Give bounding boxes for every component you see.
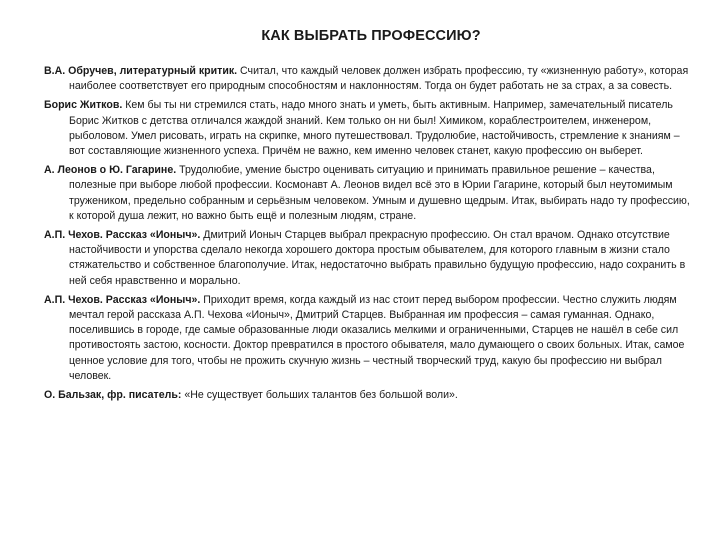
paragraph-chekhov-2 [44,293,696,384]
page-title: КАК ВЫБРАТЬ ПРОФЕССИЮ? [261,28,481,44]
paragraph-leonov [44,163,696,224]
paragraph-text: Приходит время, когда каждый из нас стоит перед выбором профессии. Честно служить людям мечтал герой рассказа А.П. Чехова «Ионыч», Дмитрий Старцев. Выбранная им профессия – самая гуманная. Однако, поселившись в городе, где самые образованные люди оказались мелкими и ограниченными, Старцев не нашёл в себе сил противостоять застою, косности. Доктор превратился в простого обывателя, мало думающего о своих больных. Итак, самое ценное условие для того, чтобы не прожить скучную жизнь – честный творческий труд, какую бы профессию ни выбрал человек. [69,293,685,382]
paragraph-text: «Не существует больших талантов без большой воли». [181,389,458,402]
paragraph-text: Трудолюбие, умение быстро оценивать ситуацию и принимать правильное решение – качества, полезные при выборе любой профессии. Космонавт А. Леонов видел всё это в Юрии Гагарине, который был неутомимым тружеником, предельно собранным и серьёзным человеком. Умным и душевно щедрым. Итак, выбирать надо ту профессию, к которой душа лежит, но важно быть ещё и полезным людям, стране. [69,164,690,222]
paragraph-author: А.П. Чехов. Рассказ «Ионыч». [44,293,201,306]
paragraph-text: Считал, что каждый человек должен избрать профессию, ту «жизненную работу», которая наиболее соответствует его природным способностям и наклонностям. Тогда он будет работать не за страх, а за совесть. [69,65,689,93]
paragraph-author: О. Бальзак, фр. писатель: [44,389,182,402]
paragraph-text: Дмитрий Ионыч Старцев выбрал прекрасную профессию. Он стал врачом. Однако отсутствие настойчивости и упорства сделало некогда хорошего доктора простым обывателем, для которого главным в жизни стало стяжательство и собственное благополучие. Итак, недостаточно выбрать правильно будущую профессию, надо сохранить в ней себя нравственно и морально. [69,229,686,287]
paragraph-balzac [44,388,696,403]
paragraph-chekhov-1 [44,228,696,289]
paragraph-obruchev [44,64,696,94]
paragraph-author: А.П. Чехов. Рассказ «Ионыч». [44,229,201,242]
paragraph-text: Кем бы ты ни стремился стать, надо много знать и уметь, быть активным. Например, замечательный писатель Борис Житков с детства отличался жаждой знаний. Кем только он ни был! Химиком, кораблестроителем, инженером, рыболовом. Умел рисовать, играть на скрипке, много путешествовал. Трудолюбие, настойчивость, стремление к знаниям – вот составляющие жизненного успеха. Причём не важно, кем именно человек станет, какую профессию он выберет. [69,99,680,158]
paragraph-author: А. Леонов о Ю. Гагарине. [44,164,177,177]
paragraph-author: Борис Житков. [44,99,123,112]
paragraph-author: В.А. Обручев, литературный критик. [44,65,238,77]
paragraph-zhitkov [44,98,696,159]
